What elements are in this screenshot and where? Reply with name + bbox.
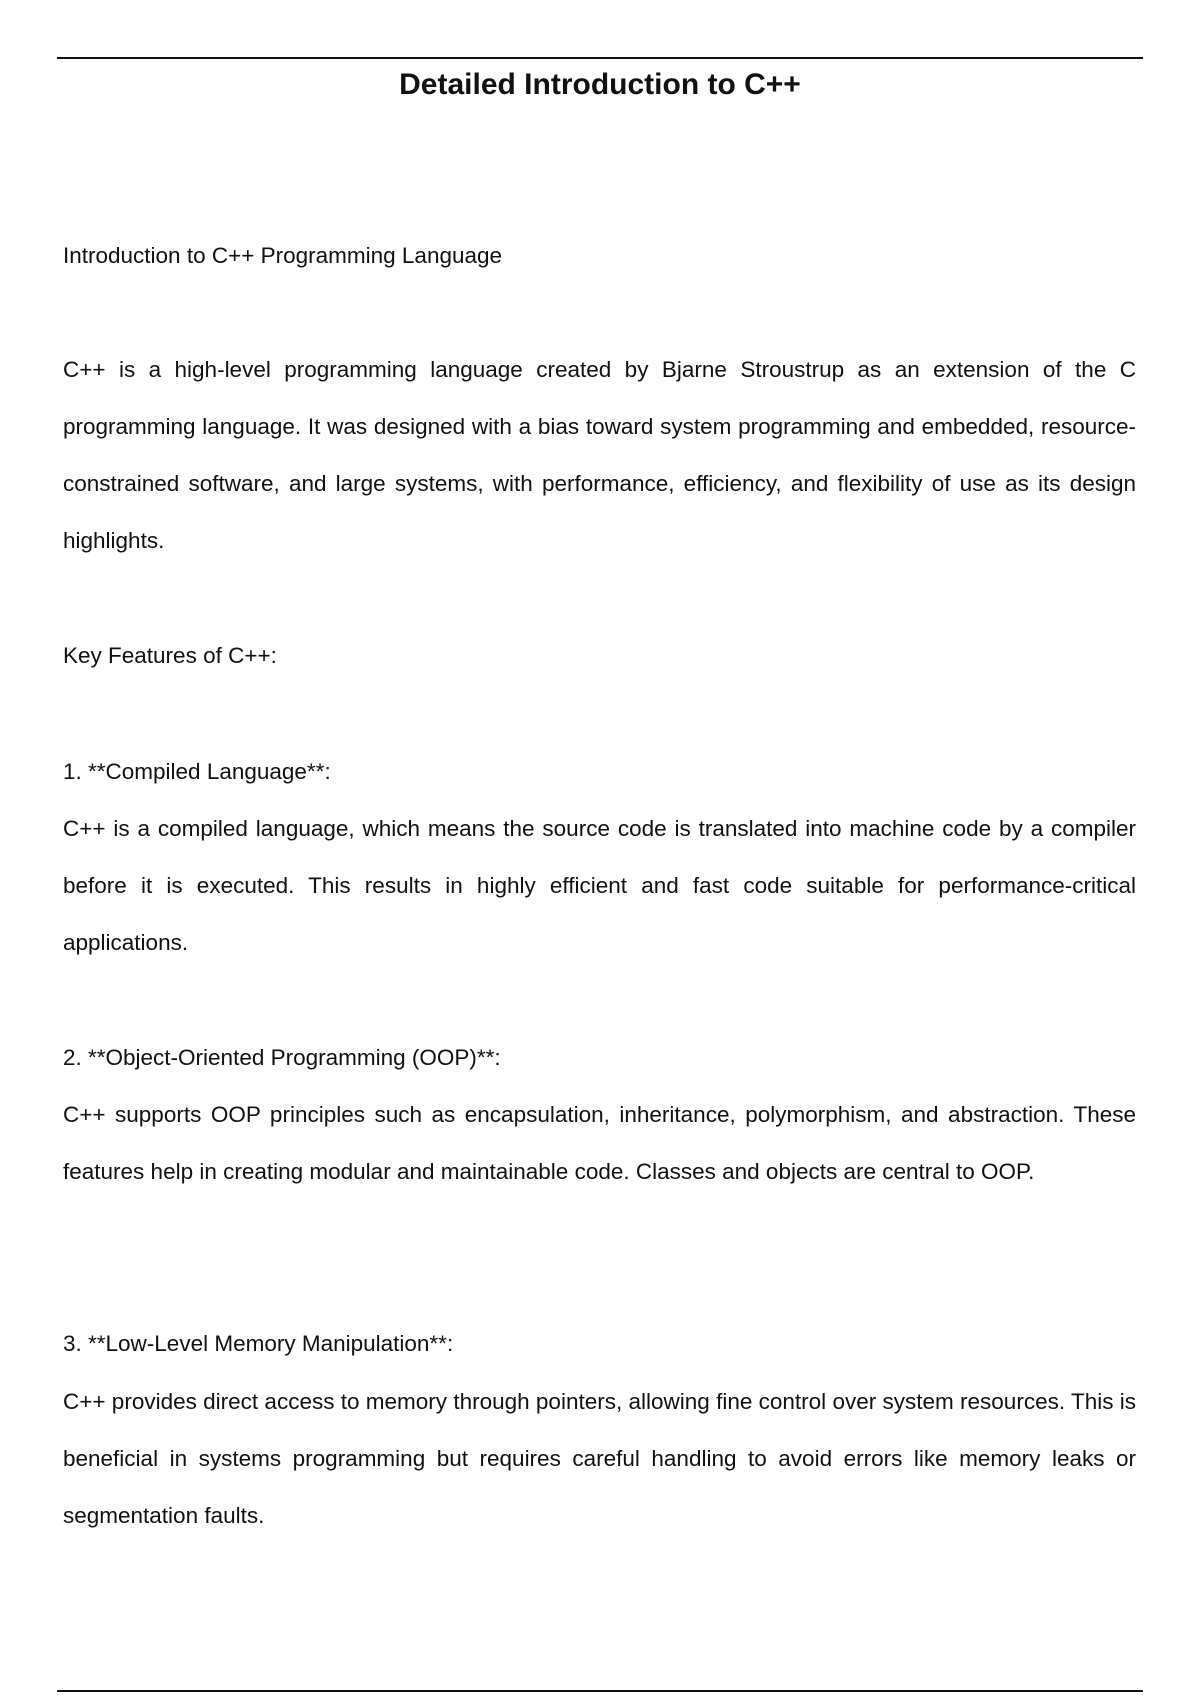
subtitle: Introduction to C++ Programming Language — [63, 243, 503, 268]
feature-heading: 2. **Object-Oriented Programming (OOP)**: — [63, 1045, 501, 1070]
feature-body: C++ provides direct access to memory through pointers, allowing fine control over system resources. This is beneficial in systems programming but requires careful handling to avoid errors like memory leaks or segmentation faults. — [63, 1389, 1136, 1528]
intro-paragraph: C++ is a high-level programming language created by Bjarne Stroustrup as an extension of the C programming language. It was designed with a bias toward system programming and embedded, resource-constrained software, and large systems, with performance, efficiency, and flexibility of use as its design highlights. — [63, 357, 1136, 553]
feature-body: C++ is a compiled language, which means the source code is translated into machine code by a compiler before it is executed. This results in highly efficient and fast code suitable for performance-critical applications. — [63, 816, 1136, 955]
header-rule — [57, 57, 1143, 59]
features-heading: Key Features of C++: — [63, 643, 277, 668]
document-title: Detailed Introduction to C++ — [399, 68, 801, 101]
feature-body: C++ supports OOP principles such as encapsulation, inheritance, polymorphism, and abstraction. These features help in creating modular and maintainable code. Classes and objects are central to OOP. — [63, 1102, 1136, 1184]
feature-heading: 3. **Low-Level Memory Manipulation**: — [63, 1331, 454, 1356]
feature-heading: 1. **Compiled Language**: — [63, 759, 331, 784]
footer-rule — [57, 1690, 1143, 1692]
